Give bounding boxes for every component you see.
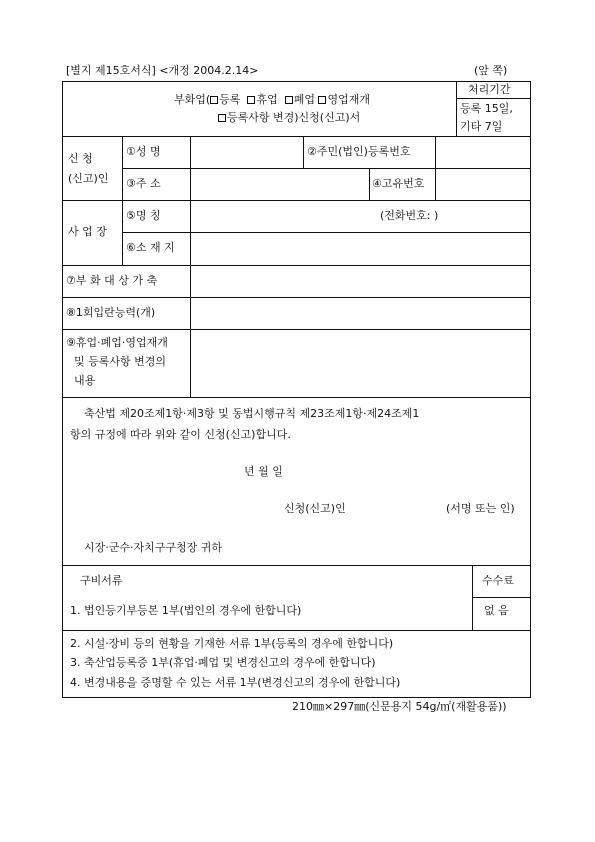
statement-line2: 항의 규정에 따라 위와 같이 신청(신고)합니다. <box>70 428 291 441</box>
location-field[interactable] <box>194 234 529 264</box>
documents-label: 구비서류 <box>80 574 123 587</box>
applicant-label-line2: (신고)인 <box>68 172 109 185</box>
statement-line1: 축산법 제20조제1항·제3항 및 동법시행규칙 제23조제1항·제24조제1 <box>84 407 420 420</box>
business-name-label: ⑤명 칭 <box>126 209 161 222</box>
change-label-line1: ⑨휴업·폐업·영업재개 <box>66 336 168 349</box>
checkbox-change[interactable] <box>218 114 226 122</box>
checkbox-register[interactable] <box>210 96 218 104</box>
address-field[interactable] <box>194 170 368 199</box>
change-details-field[interactable] <box>194 331 529 396</box>
signature-label: (서명 또는 인) <box>446 502 515 515</box>
change-label-line2: 및 등록사항 변경의 <box>74 355 167 368</box>
document-item-2: 2. 시설·장비 등의 현황을 기재한 서류 1부(등록의 경우에 한합니다) <box>70 637 394 650</box>
livestock-field[interactable] <box>194 267 529 296</box>
title-prefix: 부화업( <box>174 93 211 106</box>
title-suffix: )신청(신고)서 <box>294 111 361 124</box>
applicant-sign-label: 신청(신고)인 <box>284 502 346 515</box>
reg-no-label: ②주민(법인)등록번호 <box>307 145 411 158</box>
phone-label: (전화번호: ) <box>380 209 439 222</box>
address-label: ③주 소 <box>126 177 161 190</box>
option-change: 등록사항 변경 <box>227 111 295 124</box>
checkbox-resume[interactable] <box>318 96 326 104</box>
name-label: ①성 명 <box>126 145 161 158</box>
business-label: 사 업 장 <box>68 225 107 238</box>
option-resume: 영업재개 <box>327 93 370 106</box>
reg-no-field[interactable] <box>439 138 529 167</box>
checkbox-suspend[interactable] <box>247 96 255 104</box>
form-number: [별지 제15호서식] <개정 2004.2.14> <box>66 64 259 77</box>
fee-value: 없 음 <box>484 604 509 617</box>
checkbox-close[interactable] <box>285 96 293 104</box>
name-field[interactable] <box>194 138 302 167</box>
document-item-1: 1. 법인등기부등본 1부(법인의 경우에 한합니다) <box>70 604 302 617</box>
capacity-label: ⑧1회입란능력(개) <box>66 306 156 319</box>
livestock-label: ⑦부 화 대 상 가 축 <box>66 274 158 287</box>
capacity-field[interactable] <box>194 299 529 328</box>
option-register: 등록 <box>219 93 241 106</box>
page-side-label: (앞 쪽) <box>474 64 508 77</box>
option-suspend: 휴업 <box>256 93 278 106</box>
applicant-label-line1: 신 청 <box>68 152 93 165</box>
date-line: 년 월 일 <box>244 465 283 478</box>
processing-period-label: 처리기간 <box>468 83 511 96</box>
fee-label: 수수료 <box>482 574 514 587</box>
business-name-field[interactable] <box>194 202 374 231</box>
document-item-4: 4. 변경내용을 증명할 수 있는 서류 1부(변경신고의 경우에 한합니다) <box>70 676 401 689</box>
form-title-line1 <box>174 93 370 107</box>
change-label-line3: 내용 <box>74 374 96 387</box>
processing-period-line1: 등록 15일, <box>460 102 513 115</box>
document-item-3: 3. 축산업등록증 1부(휴업·폐업 및 변경신고의 경우에 한합니다) <box>70 656 376 669</box>
option-close: 폐업 <box>293 93 315 106</box>
location-label: ⑥소 재 지 <box>126 241 175 254</box>
processing-period-line2: 기타 7일 <box>460 120 503 133</box>
paper-spec-footer: 210㎜×297㎜(신문용지 54g/㎡(재활용품)) <box>292 700 507 713</box>
unique-no-field[interactable] <box>439 170 529 199</box>
unique-no-label: ④고유번호 <box>372 177 425 190</box>
form-title-line2 <box>218 111 360 125</box>
recipient-line: 시장·군수·자치구구청장 귀하 <box>84 541 223 554</box>
